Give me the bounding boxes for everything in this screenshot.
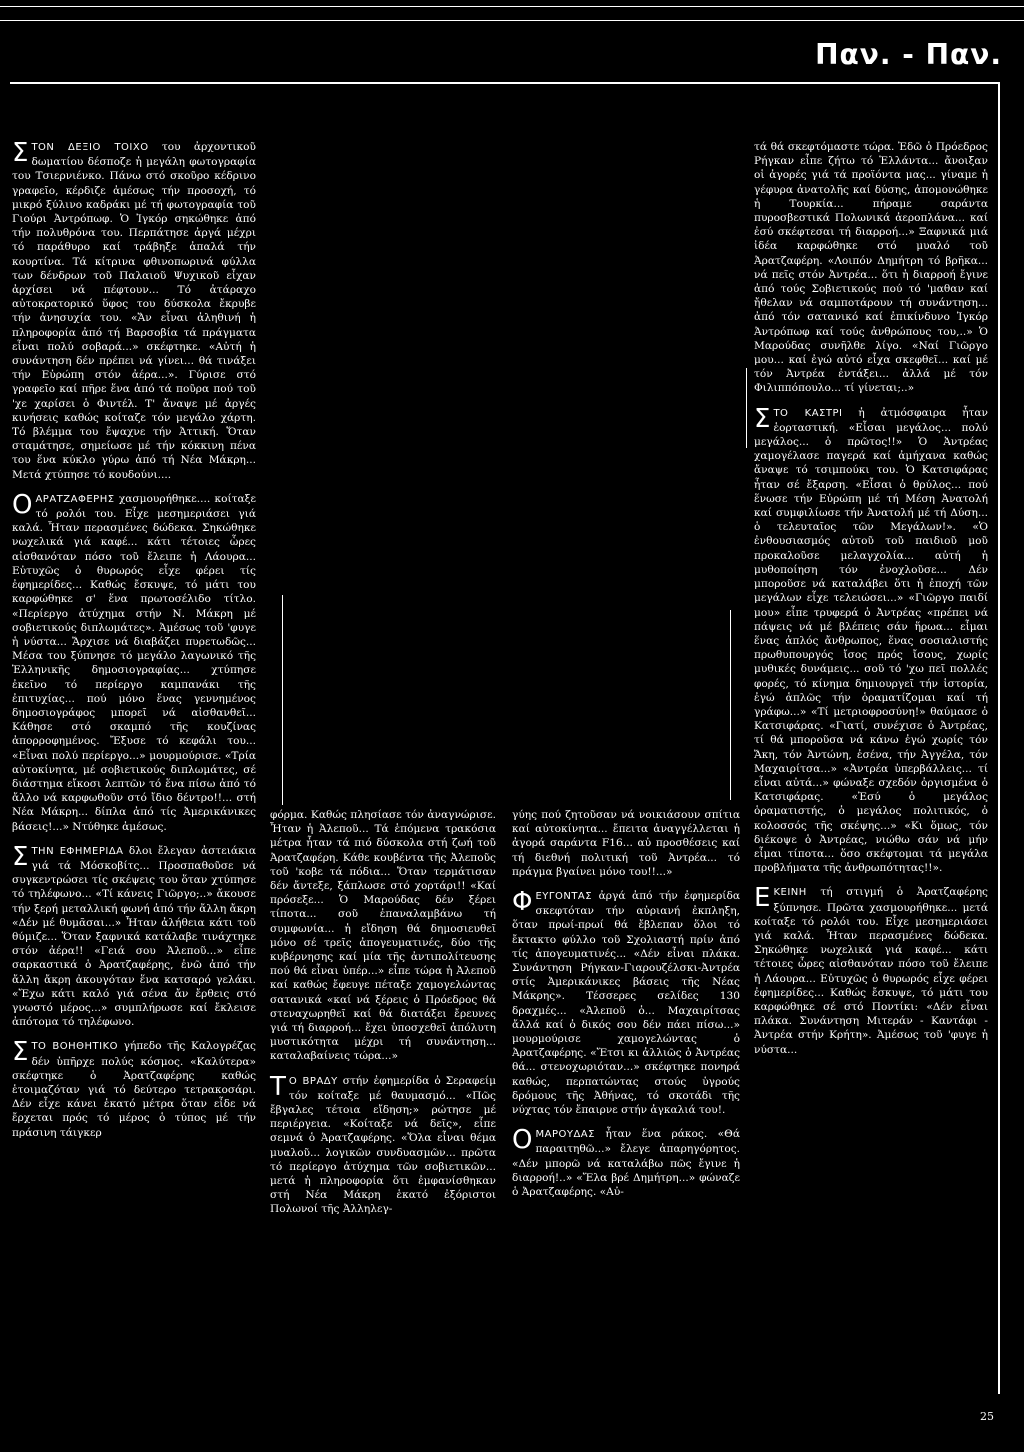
paragraph-text: τή στιγμή ὁ Ἀρατζαφέρης ξύπνησε. Πρῶτα χασμουρήθηκε... μετά κοίταξε τό ρολόι του. Εἶχε μεσημεριάσει γιά καλά. Ἦταν περασμένες δώδεκα. Σηκώθηκε νωχελικά γιά καφέ... κάτι τέτοιες ὧρες αἰσθανόταν πόσο τοῦ ἔλειπε ἡ Λάουρα... Εὐτυχῶς ὁ θυρωρός εἶχε φέρει ἐφημερίδες... Καθώς ἔσκυψε, τό μάτι του καρφώθηκε σέ στό Ποντίκι: «Δέν εἶναι πλάκα. Συνάντηση Μιτεράν - Καντάφι - Ἀντρέα στήν Κρήτη». Ἀμέσως τοῦ 'φυγε ἡ νύστα... xyxy=(754,886,988,1056)
lead-in: ΤΟΝ ΔΕΞΙΟ ΤΟΙΧΟ xyxy=(31,142,149,153)
paragraph xyxy=(512,1127,740,1199)
paragraph xyxy=(270,808,496,1064)
paragraph-text: δλοι ἔλεγαν ἀστειάκια γιά τά Μόσκοβίτς... Προσπαθοῦσε νά συγκεντρώσει τίς σκέψεις του ὅταν χτύπησε τό τηλέφωνο... «Τί κάνεις Γιῶργο;..» ἄκουσε τήν ξερή μεταλλική φωνή ἀπό τήν ἄλλη ἄκρη «Δέν μέ θυμᾶσαι...» Ἦταν ἀλήθεια κάτι τοῦ θύμιζε... Ὅταν ξαφνικά κατάλαβε τινάχτηκε στόν ἀέρα!! «Γειά σου Ἀλεποῦ...» εἶπε σαρκαστικά ὁ Ἀρατζαφέρης, ἐνῶ ἀπό τήν ἄλλη ἄκρη ἀκουγόταν ἕνα κατσαρό γελάκι. «Ἔχω κάτι καλό γιά σένα ἄν ἔρθεις στό γνωστό μέρος...» συμπλήρωσε καί ἔκλεισε ἀπότομα τό τηλέφωνο. xyxy=(12,844,256,1029)
frame-line xyxy=(730,610,731,800)
lead-in: Ο ΒΡΑΔΥ xyxy=(288,1075,338,1087)
paragraph xyxy=(12,489,256,834)
column-1 xyxy=(12,140,256,1140)
paragraph xyxy=(754,885,988,1056)
paragraph xyxy=(12,1039,256,1139)
drop-cap: Φ xyxy=(512,887,533,918)
lead-in: ΤΟ ΒΟΗΘΗΤΙΚΟ xyxy=(31,1041,118,1053)
paragraph xyxy=(512,889,740,1117)
drop-cap: Τ xyxy=(270,1071,286,1102)
lead-in: ΕΥΓΟΝΤΑΣ xyxy=(535,891,593,903)
frame-line xyxy=(282,595,283,805)
paragraph xyxy=(12,140,256,482)
paragraph-text: ἡ ἀτμόσφαιρα ἦταν ἑορταστική. «Εἶσαι μεγάλος... πολύ μεγάλος... ὁ πρῶτος!!» Ὁ Ἀντρέας χαμογέλασε παγερά καί ἀμήχανα καθώς ἄναψε τό τσιμπούκι του. Ὁ Κατσιφάρας ἦταν σέ ἔξαρση. «Εἶσαι ὁ θρύλος... πού ἕνωσε τήν Εὐρώπη μέ τή Μέση Ἀνατολή καί συμφιλίωσε τήν Ἀνατολή μέ τή Δύση... ὁ τελευταῖος τῶν Μεγάλων!». «Ὁ ἐνθουσιασμός αὐτοῦ τοῦ παιδιοῦ μοῦ προκαλοῦσε μελαγχολία... αὐτή ἡ μυθοποίηση τόν ἐνοχλοῦσε... Δέν μποροῦσε νά καταλάβει ὅτι ἡ ἐποχή τῶν μεγάλων εἶχε τελειώσει...» «Γιῶργο παιδί μου» εἶπε τρυφερά ὁ Ἀντρέας «πρέπει νά πάψεις νά μέ βλέπεις σάν ἥρωα... εἶμαι ἕνας ἁπλός ἄνθρωπος, ἕνας σοσιαλιστής πρωθυπουργός ἴσος πρός ἴσους, χωρίς μυθικές δυνάμεις... σοῦ τό 'χω πεῖ πολλές φορές, τό κίνημα δημιουργεῖ τήν ἱστορία, ἐγώ ἁπλῶς τήν ὁραματίζομαι καί τή γράφω...» «Τί μετριοφροσύνη!» θαύμασε ὁ Κατσιφάρας. «Γιατί, συνέχισε ὁ Ἀντρέας, τί θά μποροῦσα νά κάνω ἐγώ χωρίς τόν Ἄκη, τόν Ἀντώνη, ἐσένα, τήν Ἀγγέλα, τόν Μαχαιρίτσα...» «Ἀντρέα ὑπερβάλλεις... τί εἶναι αὐτά...» φώναξε σχεδόν ὀργισμένα ὁ Κατσιφάρας. «Ἐσύ ὁ μεγάλος ὁραματιστής, ὁ μεγάλος πολιτικός, ὁ κολοσσός τῆς σκέψης...» «Κι ὅμως, τόν διέκοψε ὁ Ἀντρέας, νιώθω σάν νά μήν εἶμαι τίποτα... ὅσο σκέφτομαι τά μεγάλα προβλήματα τῆς ἀνθρωπότητας!!». xyxy=(754,406,988,875)
image-area xyxy=(266,138,746,798)
drop-cap: Ο xyxy=(512,1125,533,1156)
top-rule-2 xyxy=(0,20,1024,21)
paragraph-text: στήν ἐφημερίδα ὁ Σεραφείμ τόν κοίταξε μέ θαυμασμό... «Πῶς ἔβγαλες τέτοια εἴδηση;» ρώτησε μέ περιέργεια. «Κοίταξε νά δεῖς», εἶπε σεμνά ὁ Ἀρατζαφέρης. «Ὅλα εἶναι θέμα μυαλοῦ... λογικῶν συνδυασμῶν... πρῶτα τό περίεργο ἀτύχημα τῶν σοβιετικῶν... μετά ἡ πληροφορία ὅτι ἐμφανίσθηκαν στή Νέα Μάκρη ἑκατό ἐξόριστοι Πολωνοί τῆς Ἀλληλεγ- xyxy=(270,1074,496,1216)
page-number: 25 xyxy=(980,1410,994,1423)
paragraph-text: φόρμα. Καθώς πλησίασε τόν ἀναγνώρισε. Ἦταν ἡ Ἀλεποῦ... Τά ἑπόμενα τρακόσια μέτρα ἦταν τά πιό δύσκολα στή ζωή τοῦ Ἀρατζαφέρη. Κάθε κουβέντα τῆς Ἀλεποῦς τοῦ 'κοβε τά πόδια... Ὅταν τερμάτισαν δέν ἄντεξε, ξάπλωσε στό χορτάρι!! «Καί πρόσεξε... Ὁ Μαρούδας δέν ξέρει τίποτα... σοῦ ἐπαναλαμβάνω τή συμφωνία... ἡ εἴδηση θά δημοσιευθεῖ μόνο σέ τρεῖς ἀπογευματινές, δύο τῆς κυβέρνησης καί μία τῆς ἀντιπολίτευσης πού θά εἶναι ὑπέρ...» εἶπε τώρα ἡ Ἀλεποῦ καί καθώς ἔφευγε πέταξε χαμογελώντας σατανικά «καί νά ξέρεις ὁ Πρόεδρος θά στεναχωρηθεῖ καί θά διατάξει ἔρευνες γιά τή διαρροή... ἔχει ὑποσχεθεῖ ἀπόλυτη μυστικότητα μέχρι τή συνάντηση... καταλαβαίνεις τώρα...» xyxy=(270,809,496,1063)
paragraph xyxy=(270,1071,496,1217)
column-4 xyxy=(754,140,988,1057)
header-title: Παν. - Παν. xyxy=(815,38,1002,71)
paragraph-text: ἦταν ἕνα ράκος. «Θά παραιτηθῶ...» ἔλεγε ἀπαρηγόρητος. «Δέν μπορῶ νά καταλάβω πῶς ἔγινε ἡ διαρροή!..» «Ἔλα βρέ Δημήτρη...» φώναζε ὁ Ἀρατζαφέρης. «Αὐ- xyxy=(512,1128,740,1199)
lead-in: ΤΟ ΚΑΣΤΡΙ xyxy=(773,407,843,419)
lead-in: ΤΗΝ ΕΦΗΜΕΡΙΔΑ xyxy=(31,845,124,857)
drop-cap: Σ xyxy=(12,138,29,168)
lead-in: ΑΡΑΤΖΑΦΕΡΗΣ xyxy=(35,493,115,505)
paragraph-text: τά θά σκεφτόμαστε τώρα. Ἐδῶ ὁ Πρόεδρος Ρήγκαν εἶπε ζήτω τό Ἑλλάντα... ἄνοιξαν οἱ ἀγορές γιά τά προϊόντα μας... γίναμε ἡ γέφυρα ἀνατολῆς καί δύσης, ἀπομονώθηκε ἡ Τουρκία... πήραμε σαράντα πυροσβεστικά Πολωνικά ἀεροπλάνα... καί ἐσύ σκέφτεσαι τή διαρροή...» Ξαφνικά μιά ἰδέα καρφώθηκε στό μυαλό τοῦ Ἀρατζαφέρη. «Λοιπόν Δημήτρη τό βρῆκα... νά πεῖς στόν Ἀντρέα... ὅτι ἡ διαρροή ἔγινε ἀπό τούς Σοβιετικούς πού τό 'μαθαν καί ἤθελαν νά σαμποτάρουν τή συνάντηση... ἀπό τόν σατανικό καί ἐπικίνδυνο Ἰγκόρ Ἀντρόπωφ καί τούς ἀνθρώπους του,..» Ὁ Μαρούδας συνῆλθε λίγο. «Ναί Γιῶργο μου... καί ἐγώ αὐτό εἶχα σκεφθεῖ... καί μέ τόν Ἀντρέα ἐντάξει... ἀλλά μέ τόν Φιλιππόπουλο... τί γίνεται;..» xyxy=(754,141,988,395)
top-rule xyxy=(0,6,1024,15)
paragraph xyxy=(754,403,988,876)
paragraph-text: του ἀρχοντικοῦ δωματίου δέσποζε ἡ μεγάλη φωτογραφία του Τσιερνιένκο. Πάνω στό σκοῦρο κέδρινο γραφεῖο, κέρδιζε ἀμέσως τήν προσοχή, τό μικρό ξύλινο καδράκι μέ τή φωτογραφία τοῦ Γιούρι Ἀντρόπωφ. Ὁ Ἰγκόρ σηκώθηκε ἀπό τήν πολυθρόνα του. Περπάτησε ἀργά μέχρι τό παράθυρο καί τράβηξε ἀπαλά τήν κουρτίνα. Τά κίτρινα φθινοπωρινά φύλλα των δένδρων τοῦ Παλαιοῦ Ψυχικοῦ εἶχαν ἀρχίσει νά πέφτουν... Τό ἀτάραχο αὐτοκρατορικό ὕφος του δύσκολα ἔκρυβε τήν ἀνησυχία του. «Ἄν εἶναι ἀληθινή ἡ πληροφορία ἀπό τή Βαρσοβία τά πράγματα εἶναι πολύ σοβαρά...» σκέφτηκε. «Αὐτή ἡ συνάντηση δέν πρέπει νά γίνει... θά τινάξει τήν Εὐρώπη στόν ἀέρα...». Γύρισε στό γραφεῖο καί πῆρε ἕνα ἀπό τά ποῦρα πού τοῦ 'χε χαρίσει ὁ Φιντέλ. Τ' ἄναψε μέ ἀργές κινήσεις καθώς κοίταζε τόν μεγάλο χάρτη. Τό βλέμμα του ἔψαχνε τήν Ἀττική. Ὅταν σταμάτησε, σημείωσε μέ τήν κόκκινη πένα του ἕνα κύκλο γύρω ἀπό τή Νέα Μάκρη... Μετά χτύπησε τό κουδούνι.... xyxy=(12,141,256,481)
paragraph xyxy=(512,808,740,879)
drop-cap: Σ xyxy=(754,403,771,434)
drop-cap: Ε xyxy=(754,883,771,914)
lead-in: ΜΑΡΟΥΔΑΣ xyxy=(535,1129,595,1141)
paragraph-text: γύης πού ζητοῦσαν νά νοικιάσουν σπίτια καί αὐτοκίνητα... ἔπειτα ἀναγγέλλεται ἡ ἀγορά σαράντα F16... αὐ προσθέσεις καί τή διεθνή πολιτική τοῦ Ἀντρέα... τό πράγμα βγαίνει μόνο του!!...» xyxy=(512,809,740,878)
column-2 xyxy=(270,808,496,1217)
drop-cap: Σ xyxy=(12,841,29,872)
drop-cap: Σ xyxy=(12,1037,29,1068)
paragraph xyxy=(754,140,988,396)
paragraph-text: ἀργά ἀπό τήν ἐφημερίδα σκεφτόταν τήν αὐριανή ἐκπληξη, ὅταν πρωί-πρωί θά ἔβλεπαν ὅλοι τό ἔκτακτο φύλλο τοῦ Σχολιαστή πρίν ἀπό τίς ἀπογευματινές... «Δέν εἶναι πλάκα. Συνάντηση Ρήγκαν-Γιαρουζέλσκι-Ἀντρέα στίς Ἀμερικάνικες βάσεις τῆς Νέας Μάκρης». Τέσσερες σελίδες 130 δραχμές... «Ἀλεποῦ ὁ... Μαχαιρίτσας ἄλλά καί ὁ δικός σου δέν πάει πίσω...» μουρμούρισε χαμογελώντας ὁ Ἀρατζαφέρης. «Ἔτσι κι ἀλλιῶς ὁ Ἀντρέας θά... στενοχωριόταν...» σκέφτηκε πονηρά καθώς, περπατώντας στούς ὑγρούς δρόμους τῆς Ἀθήνας, τό σκοτάδι τῆς νύχτας τόν ἔπαιρνε στήν ἀγκαλιά του!. xyxy=(512,890,740,1117)
header-rule xyxy=(10,82,1000,84)
paragraph xyxy=(12,841,256,1030)
lead-in: ΚΕΙΝΗ xyxy=(773,887,807,899)
frame-line xyxy=(746,368,747,448)
right-margin-rule xyxy=(998,84,1000,1394)
paragraph-text: γήπεδο τῆς Καλογρέζας δέν ὑπῆρχε πολύς κόσμος. «Καλύτερα» σκέφτηκε ὁ Ἀρατζαφέρης καθώς ἑτοιμαζόταν γιά τό δεύτερο τετρακοσάρι. Δέν εἶχε κάνει ἑκατό μέτρα ὅταν εἶδε νά ἔρχεται πρός τό μέρος ὁ τύπος μέ τήν πράσινη τάιγκερ xyxy=(12,1040,256,1139)
drop-cap: Ο xyxy=(12,489,33,520)
paragraph-text: χασμουρήθηκε.... κοίταξε τό ρολόι του. Εἶχε μεσημεριάσει γιά καλά. Ἦταν περασμένες δώδεκα. Σηκώθηκε νωχελικά γιά καφέ... κάτι τέτοιες ὧρες αἰσθανόταν πόσο τοῦ ἔλειπε ἡ Λάουρα... Εὐτυχῶς ὁ θυρωρός εἶχε φέρει τίς ἐφημερίδες... Καθώς ἔσκυψε, τό μάτι του καρφώθηκε σ' ἕνα πρωτοσέλιδο τίτλο. «Περίεργο ἀτύχημα στήν Ν. Μάκρη μέ σοβιετικούς διπλωμάτες». Ἀμέσως τοῦ 'φυγε ἡ νύστα... Ἄρχισε νά διαβάζει πυρετωδῶς... Μέσα του ξύπνησε τό μεγάλο λαγωνικό τῆς Ἑλληνικῆς δημοσιογραφίας... χτύπησε ἐκεῖνο τό περίεργο καμπανάκι τῆς ἐπιτυχίας... πού μόνο ἕνας γεννημένος δημοσιογράφος μπορεῖ νά αἰσθανθεῖ... Κάθησε στό σκαμπό τῆς κουζίνας ἀπορροφημένος. Ἔξυσε τό κεφάλι του... «Εἶναι πολύ περίεργο...» μουρμούρισε. «Τρία αὐτοκίνητα, μέ σοβιετικούς διπλωμάτες, σέ διάστημα εἴκοσι λεπτῶν τό ἕνα πίσω ἀπό τό ἄλλο νά καρφωθοῦν στό ἴδιο δέντρο!!... στή Νέα Μάκρη... δίπλα ἀπό τίς Ἀμερικάνικες βάσεις!...» Ντύθηκε ἀμέσως. xyxy=(12,492,256,833)
column-3 xyxy=(512,808,740,1199)
